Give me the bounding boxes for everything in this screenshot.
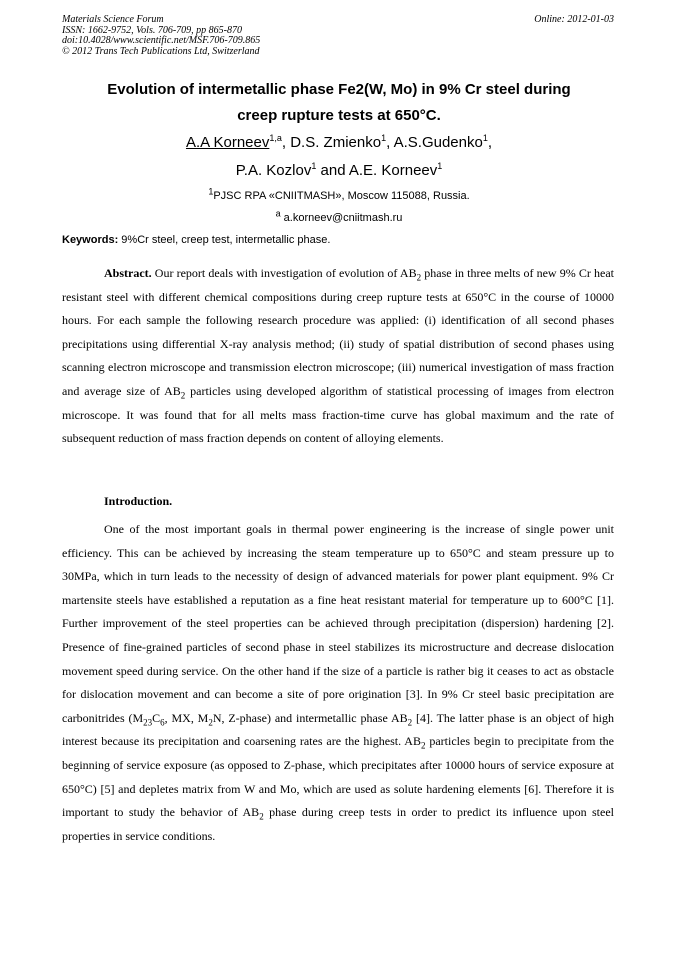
email-sup: a	[275, 208, 281, 219]
subscript: 23	[143, 717, 153, 728]
copyright-line: © 2012 Trans Tech Publications Ltd, Switzerland	[62, 45, 260, 57]
issn-line: ISSN: 1662-9752, Vols. 706-709, pp 865-870	[62, 24, 242, 36]
journal-header	[62, 15, 260, 57]
intro-text: phase during creep tests in order to predict its influence upon steel properties in service conditions.	[62, 805, 614, 843]
subscript: 6	[160, 717, 165, 728]
subscript: 2	[416, 272, 422, 283]
intro-text: C	[152, 710, 161, 725]
paper-title-line-1: Evolution of intermetallic phase Fe2(W, Mo) in 9% Cr steel during	[107, 81, 571, 98]
abstract-label: Abstract.	[104, 266, 152, 280]
abstract-paragraph	[62, 262, 614, 451]
author-korneev-aa: A.A Korneev	[185, 134, 270, 151]
intro-text: [4]. The latter phase is an object of high interest because its precipitation and coarsening rates are the highest. AB	[62, 710, 615, 749]
author-affil-sup: 1	[437, 161, 443, 171]
author-affil-sup: 1,a	[269, 133, 282, 143]
abstract-text: particles using developed algorithm of statistical processing of images from electron microscope. It was found that for all melts mass fraction-time curve has global maximum and the rate of subsequent reduction of mass fraction depends on content of alloying elements.	[62, 383, 614, 446]
author-gudenko: , A.S.Gudenko	[386, 134, 483, 151]
intro-text: particles begin to precipitate from the beginning of service exposure (as opposed to Z-phase, which precipitates after 10000 hours of service exposure at 650°C) [5] and depletes matrix from W and Mo, which are used as solute hardening elements [6]. Therefore it is important to study the behavior of AB	[62, 734, 615, 820]
author-kozlov: P.A. Kozlov	[235, 162, 312, 179]
author-line-1	[40, 134, 638, 151]
intro-text: N, Z-phase) and intermetallic phase AB	[212, 710, 408, 725]
author-separator: ,	[487, 134, 493, 151]
doi-line: doi:10.4028/www.scientific.net/MSF.706-709.865	[62, 35, 261, 46]
contact-email	[40, 208, 638, 224]
subscript: 2	[420, 740, 426, 751]
abstract-text: phase in three melts of new 9% Cr heat resistant steel with different chemical compositions during creep rupture tests at 650°C in the course of 10000 hours. For each sample the following research procedure was applied: (i) identification of all second phases precipitations using differential X-ray analysis method; (ii) study of spatial distribution of second phases using scanning electron microscope and transmission electron microscope; (iii) numerical investigation of mass fraction and average size of AB	[62, 266, 615, 398]
paper-title-line-2: creep rupture tests at 650°C.	[237, 107, 441, 124]
affiliation	[40, 186, 638, 202]
journal-name: Materials Science Forum	[62, 14, 164, 25]
email-text: a.korneev@cniitmash.ru	[280, 212, 403, 224]
introduction-paragraph	[62, 518, 614, 848]
subscript: 2	[208, 717, 213, 728]
subscript: 2	[407, 717, 413, 728]
subscript: 2	[180, 390, 186, 401]
affiliation-text: PJSC RPA «CNIITMASH», Moscow 115088, Russia.	[213, 190, 470, 202]
author-affil-sup: 1	[381, 133, 387, 143]
author-korneev-ae: and A.E. Korneev	[316, 162, 438, 179]
keywords	[62, 234, 330, 246]
author-affil-sup: 1	[311, 161, 317, 171]
section-heading-introduction: Introduction.	[104, 494, 173, 508]
intro-text: One of the most important goals in thermal power engineering is the increase of single power unit efficiency. This can be achieved by increasing the steam temperature up to 650°C and steam pressure up to 30MPa, which in turn leads to the necessity of design of advanced materials for power plant equipment. 9% Cr martensite steels have established a reputation as a fine heat resistant material for temperature up to 600°C [1]. Further improvement of the steel properties can be achieved through precipitation (dispersion) hardening [2]. Presence of fine-grained particles of second phase in steel stabilizes its microstructure and decrease dislocation movement speed during service. On the other hand if the size of a particle is rather big it ceases to act as obstacle for dislocation movement and can become a site of pore origination [3]. In 9% Cr steel basic precipitation are carbonitrides (M	[62, 522, 614, 725]
keywords-text: 9%Cr steel, creep test, intermetallic phase.	[118, 234, 331, 246]
author-line-2	[40, 162, 638, 179]
affiliation-sup: 1	[208, 186, 214, 197]
keywords-label: Keywords:	[62, 234, 119, 246]
abstract-text: Our report deals with investigation of evolution of AB	[151, 266, 417, 280]
online-date: Online: 2012-01-03	[534, 14, 614, 25]
subscript: 2	[259, 811, 264, 822]
author-zmienko: , D.S. Zmienko	[281, 134, 382, 151]
author-affil-sup: 1	[482, 133, 488, 143]
intro-text: , MX, M	[164, 710, 209, 725]
